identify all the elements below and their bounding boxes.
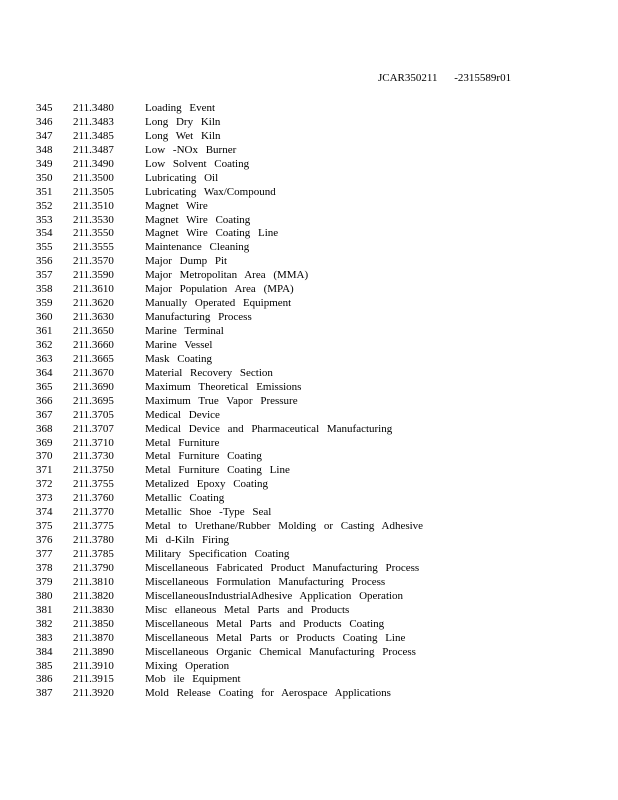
list-item — [0, 561, 618, 575]
definition-term: Metal Furniture Coating Line — [145, 464, 290, 477]
row-number: 366 — [36, 394, 53, 407]
section-number: 211.3705 — [73, 408, 114, 421]
definition-term: Maximum True Vapor Pressure — [145, 394, 298, 407]
list-item — [0, 505, 618, 519]
section-number: 211.3555 — [73, 241, 114, 254]
document-id: JCAR350211 — [378, 72, 438, 84]
section-number: 211.3780 — [73, 534, 114, 547]
list-item — [0, 380, 618, 394]
list-item — [0, 366, 618, 380]
definition-term: Low -NOx Burner — [145, 143, 237, 156]
row-number: 364 — [36, 366, 53, 379]
section-number: 211.3610 — [73, 283, 114, 296]
list-item — [0, 213, 618, 227]
definition-term: Magnet Wire Coating — [145, 213, 251, 226]
definition-term: Mold Release Coating for Aerospace Applications — [145, 687, 391, 700]
row-number: 384 — [36, 645, 53, 658]
row-number: 371 — [36, 464, 53, 477]
section-number: 211.3870 — [73, 631, 114, 644]
definition-term: Material Recovery Section — [145, 366, 273, 379]
definition-term: Miscellaneous Metal Parts and Products Coating — [145, 617, 385, 630]
row-number: 353 — [36, 213, 53, 226]
row-number: 347 — [36, 129, 53, 142]
definition-term: Mask Coating — [145, 352, 213, 365]
section-number: 211.3500 — [73, 171, 114, 184]
row-number: 379 — [36, 575, 53, 588]
section-number: 211.3910 — [73, 659, 114, 672]
list-item — [0, 589, 618, 603]
section-number: 211.3620 — [73, 297, 114, 310]
list-item — [0, 463, 618, 477]
definition-term: Miscellaneous Fabricated Product Manufacturing Process — [145, 561, 420, 574]
row-number: 387 — [36, 687, 53, 700]
row-number: 362 — [36, 338, 53, 351]
row-number: 352 — [36, 199, 53, 212]
definition-term: Metallic Shoe -Type Seal — [145, 506, 272, 519]
row-number: 385 — [36, 659, 53, 672]
section-number: 211.3890 — [73, 645, 114, 658]
section-number: 211.3530 — [73, 213, 114, 226]
row-number: 373 — [36, 492, 53, 505]
list-item — [0, 519, 618, 533]
row-number: 346 — [36, 115, 53, 128]
section-number: 211.3695 — [73, 394, 114, 407]
definition-term: Medical Device — [145, 408, 220, 421]
row-number: 361 — [36, 325, 53, 337]
definition-term: Misc ellaneous Metal Parts and Products — [145, 603, 350, 616]
list-item — [0, 296, 618, 310]
section-number: 211.3487 — [73, 143, 114, 156]
list-item — [0, 603, 618, 617]
section-number: 211.3570 — [73, 255, 114, 268]
list-item — [0, 254, 618, 268]
definition-term: Miscellaneous Organic Chemical Manufacturing Process — [145, 645, 416, 658]
definition-term: Mixing Operation — [145, 659, 230, 672]
definition-term: Low Solvent Coating — [145, 157, 250, 170]
section-number: 211.3810 — [73, 575, 114, 588]
list-item — [0, 491, 618, 505]
definition-term: Medical Device and Pharmaceutical Manufacturing — [145, 422, 393, 435]
list-item — [0, 143, 618, 157]
list-item — [0, 115, 618, 129]
row-number: 370 — [36, 450, 53, 463]
definition-term: Magnet Wire Coating Line — [145, 227, 279, 240]
definition-term: Major Population Area (MPA) — [145, 283, 294, 296]
definition-term: Mi d-Kiln Firing — [145, 534, 229, 547]
definition-term: Military Specification Coating — [145, 548, 290, 560]
row-number: 383 — [36, 631, 53, 644]
definition-term: Loading Event — [145, 102, 216, 114]
list-item — [0, 324, 618, 338]
section-number: 211.3915 — [73, 673, 114, 686]
row-number: 356 — [36, 255, 53, 268]
section-number: 211.3485 — [73, 129, 114, 142]
list-item — [0, 282, 618, 296]
section-number: 211.3670 — [73, 366, 114, 379]
section-number: 211.3775 — [73, 520, 114, 533]
section-number: 211.3590 — [73, 269, 114, 282]
list-item — [0, 129, 618, 143]
list-item — [0, 352, 618, 366]
definition-term: MiscellaneousIndustrialAdhesive Application Operation — [145, 589, 404, 602]
list-item — [0, 101, 618, 115]
row-number: 360 — [36, 311, 53, 324]
row-number: 378 — [36, 561, 53, 574]
section-number: 211.3790 — [73, 561, 114, 574]
row-number: 350 — [36, 171, 53, 184]
row-number: 345 — [36, 102, 53, 114]
list-item — [0, 338, 618, 352]
row-number: 367 — [36, 408, 53, 421]
row-number: 375 — [36, 520, 53, 533]
definitions-list — [0, 101, 618, 700]
list-item — [0, 617, 618, 631]
section-number: 211.3650 — [73, 325, 114, 337]
list-item — [0, 157, 618, 171]
document-code: -2315589r01 — [454, 72, 512, 84]
row-number: 380 — [36, 589, 53, 602]
section-number: 211.3850 — [73, 617, 114, 630]
section-number: 211.3510 — [73, 199, 114, 212]
section-number: 211.3710 — [73, 436, 114, 449]
list-item — [0, 394, 618, 408]
list-item — [0, 310, 618, 324]
section-number: 211.3707 — [73, 422, 114, 435]
definition-term: Miscellaneous Metal Parts or Products Coating Line — [145, 631, 406, 644]
definition-term: Mob ile Equipment — [145, 673, 241, 686]
definition-term: Metal Furniture Coating — [145, 450, 262, 463]
list-item — [0, 185, 618, 199]
list-item — [0, 547, 618, 561]
section-number: 211.3750 — [73, 464, 114, 477]
row-number: 376 — [36, 534, 53, 547]
definition-term: Long Wet Kiln — [145, 129, 221, 142]
section-number: 211.3830 — [73, 603, 114, 616]
list-item — [0, 422, 618, 436]
section-number: 211.3770 — [73, 506, 114, 519]
page-header — [378, 72, 511, 84]
definition-term: Long Dry Kiln — [145, 115, 221, 128]
definition-term: Marine Terminal — [145, 325, 224, 337]
definition-term: Lubricating Oil — [145, 171, 219, 184]
section-number: 211.3920 — [73, 687, 114, 700]
section-number: 211.3820 — [73, 589, 114, 602]
definition-term: Metalized Epoxy Coating — [145, 478, 269, 491]
row-number: 354 — [36, 227, 53, 240]
list-item — [0, 240, 618, 254]
list-item — [0, 686, 618, 700]
list-item — [0, 226, 618, 240]
definition-term: Metallic Coating — [145, 492, 225, 505]
definition-term: Major Metropolitan Area (MMA) — [145, 269, 309, 282]
definition-term: Lubricating Wax/Compound — [145, 185, 276, 198]
row-number: 374 — [36, 506, 53, 519]
section-number: 211.3760 — [73, 492, 114, 505]
row-number: 355 — [36, 241, 53, 254]
list-item — [0, 171, 618, 185]
row-number: 351 — [36, 185, 53, 198]
section-number: 211.3483 — [73, 115, 114, 128]
definition-term: Manually Operated Equipment — [145, 297, 292, 310]
list-item — [0, 408, 618, 422]
section-number: 211.3690 — [73, 380, 114, 393]
row-number: 372 — [36, 478, 53, 491]
list-item — [0, 449, 618, 463]
definition-term: Magnet Wire — [145, 199, 208, 212]
list-item — [0, 631, 618, 645]
definition-term: Maintenance Cleaning — [145, 241, 250, 254]
section-number: 211.3785 — [73, 548, 114, 560]
row-number: 369 — [36, 436, 53, 449]
section-number: 211.3630 — [73, 311, 114, 324]
section-number: 211.3490 — [73, 157, 114, 170]
row-number: 349 — [36, 157, 53, 170]
row-number: 386 — [36, 673, 53, 686]
row-number: 357 — [36, 269, 53, 282]
section-number: 211.3730 — [73, 450, 114, 463]
list-item — [0, 672, 618, 686]
row-number: 365 — [36, 380, 53, 393]
section-number: 211.3480 — [73, 102, 114, 114]
definition-term: Major Dump Pit — [145, 255, 228, 268]
row-number: 381 — [36, 603, 53, 616]
row-number: 348 — [36, 143, 53, 156]
row-number: 377 — [36, 548, 53, 560]
list-item — [0, 436, 618, 450]
section-number: 211.3550 — [73, 227, 114, 240]
definition-term: Metal to Urethane/Rubber Molding or Casting Adhesive — [145, 520, 424, 533]
section-number: 211.3505 — [73, 185, 114, 198]
list-item — [0, 268, 618, 282]
row-number: 382 — [36, 617, 53, 630]
row-number: 358 — [36, 283, 53, 296]
section-number: 211.3755 — [73, 478, 114, 491]
definition-term: Metal Furniture — [145, 436, 220, 449]
section-number: 211.3660 — [73, 338, 114, 351]
definition-term: Manufacturing Process — [145, 311, 252, 324]
definition-term: Maximum Theoretical Emissions — [145, 380, 302, 393]
definition-term: Miscellaneous Formulation Manufacturing Process — [145, 575, 386, 588]
list-item — [0, 575, 618, 589]
list-item — [0, 199, 618, 213]
list-item — [0, 477, 618, 491]
row-number: 359 — [36, 297, 53, 310]
section-number: 211.3665 — [73, 352, 114, 365]
row-number: 368 — [36, 422, 53, 435]
row-number: 363 — [36, 352, 53, 365]
list-item — [0, 659, 618, 673]
definition-term: Marine Vessel — [145, 338, 213, 351]
list-item — [0, 645, 618, 659]
list-item — [0, 533, 618, 547]
